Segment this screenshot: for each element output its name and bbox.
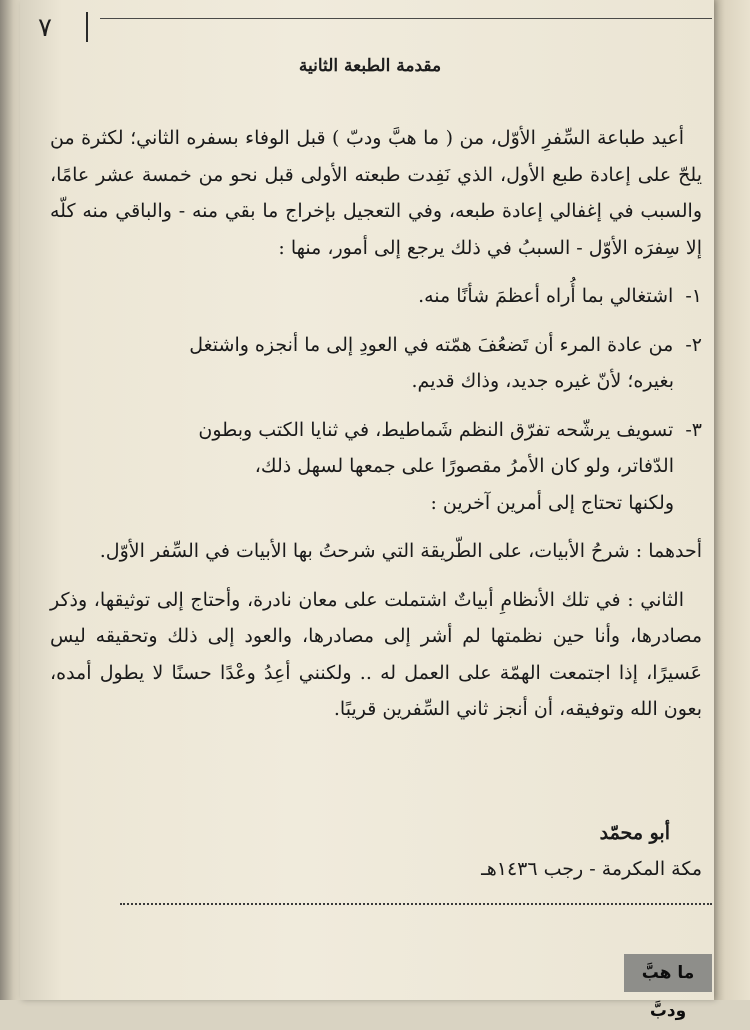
list-item-number: ٣- bbox=[685, 418, 702, 441]
list-item-text: اشتغالي بما أُراه أعظمَ شأنًا منه. bbox=[418, 285, 674, 307]
list-item bbox=[50, 327, 702, 364]
list-item-continuation: بغيره؛ لأنّ غيره جديد، وذاك قديم. bbox=[411, 370, 674, 392]
list-item bbox=[50, 412, 702, 449]
list-item-number: ١- bbox=[685, 285, 702, 307]
signature: أبو محمّد bbox=[599, 822, 670, 844]
second-paragraph: الثاني : في تلك الأنظامِ أبياتٌ اشتملت على معان نادرة، وأحتاج إلى توثيقها، وذكر مصادرها، وأنا حين نظمتها لم أشر إلى مصادرها، والعود إلى ذلك وتحقيقه ليس عَسيرًا، إذا اجتمعت الهمّة على العمل له .. ولكنني أعِدُ وعْدًا حسنًا لا يطول أمده، بعون الله وتوفيقه، أن أنجز ثاني السِّفرين قريبًا. bbox=[50, 588, 702, 720]
list-item-continuation: ولكنها تحتاج إلى أمرين آخرين : bbox=[430, 491, 674, 514]
list-item-number: ٢- bbox=[685, 333, 702, 356]
book-title-tab: ما هبَّ ودبَّ bbox=[624, 954, 712, 992]
place-and-date: مكة المكرمة - رجب ١٤٣٦هـ bbox=[481, 858, 702, 880]
book-spine-shadow bbox=[0, 0, 22, 1000]
list-item-text: من عادة المرء أن تَضعُفَ همّته في العودِ إلى ما أنجزه واشتغل bbox=[189, 333, 674, 356]
header-rule bbox=[100, 18, 712, 19]
first-paragraph: أحدهما : شرحُ الأبيات، على الطّريقة التي شرحتُ بها الأبيات في السِّفر الأوّل. bbox=[99, 540, 702, 562]
book-page bbox=[20, 0, 714, 1021]
body-text bbox=[50, 120, 702, 728]
list-item bbox=[50, 278, 702, 315]
page-number: ٧ bbox=[38, 13, 52, 43]
list-item-text: تسويف يرشّحه تفرّق النظم شَماطيط، في ثنايا الكتب وبطون bbox=[198, 418, 674, 441]
page-title: مقدمة الطبعة الثانية bbox=[298, 56, 442, 76]
list-item-continuation: الدّفاتر، ولو كان الأمرُ مقصورًا على جمعها لسهل ذلك، bbox=[254, 455, 674, 477]
intro-paragraph: أعيد طباعة السِّفرِ الأوّل، من ( ما هبَّ ودبّ ) قبل الوفاء بسفره الثاني؛ لكثرة من يلحّ على إعادة طبع الأول، الذي نَفِدت طبعته الأولى قبل نحو من خمسة عشر عامًا، والسبب في إغفالي إعادة طبعه، وفي التعجيل بإخراج ما بقي منه - والباقي منه كلّه إلا سِفرَه الأوّل - السببُ في ذلك يرجع إلى أمور، منها : bbox=[50, 127, 702, 259]
facing-page-edge bbox=[712, 0, 750, 1000]
footer-rule bbox=[120, 903, 712, 905]
page-number-divider bbox=[86, 12, 88, 42]
